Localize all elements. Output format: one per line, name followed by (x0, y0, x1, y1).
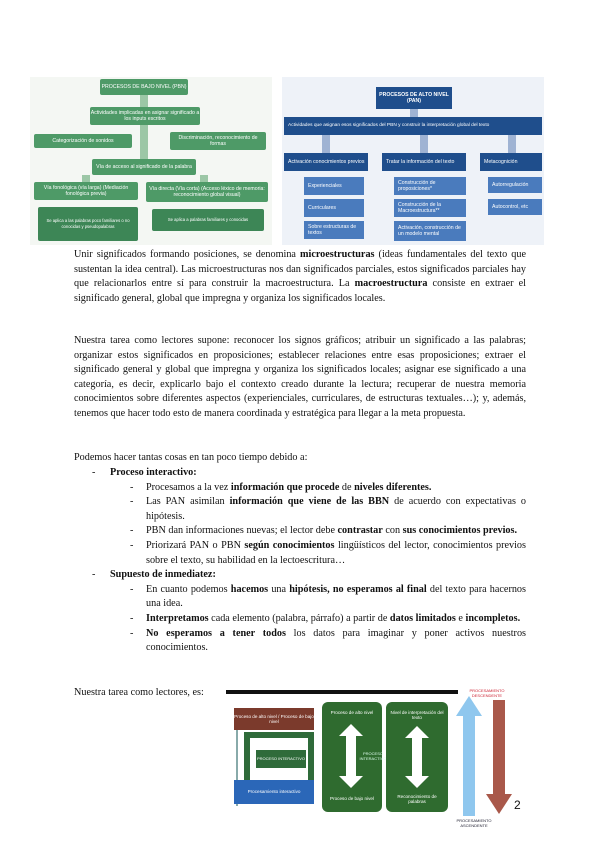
diagram-processing (226, 686, 518, 832)
list-text: Priorizará PAN o PBN (146, 539, 245, 551)
list-text: Procesamos a la vez (146, 481, 231, 493)
diagram-high-c3a: Autorregulación (488, 177, 542, 193)
paragraph-reader-task-is: Nuestra tarea como lectores, es: (74, 687, 204, 698)
diagram-top-bar (226, 690, 458, 694)
diagram-low-box5: Vía fonológica (vía larga) (Mediación fonológica previa) (34, 182, 138, 200)
diagram-high-bar: Actividades que asignan esos significados del PBN y construir la interpretación global del texto (284, 117, 542, 135)
para1-bold1: microestructuras (300, 249, 375, 260)
list-bold: sus conocimientos previos. (402, 525, 518, 537)
diagram-box-4: PROCESO INTERACTIVO (256, 750, 306, 768)
diagram-high-col2: Tratar la información del texto (382, 153, 466, 171)
diagram-up-arrow (456, 696, 482, 816)
list-text: de acuerdo con expectativas o hipótesis. (146, 496, 526, 522)
diagram-box-6: Proceso de bajo nivel (330, 796, 374, 802)
list-item (74, 466, 526, 568)
diagram-high-level (282, 77, 544, 245)
list-text: una (268, 583, 290, 595)
list-heading-immediacy: Supuesto de inmediatez: (110, 569, 216, 581)
diagram-box-5-label: PROCESO INTERACTIVO (359, 750, 387, 761)
diagram-double-arrow-2 (402, 726, 432, 788)
para1-bold2: macroestructura (354, 278, 428, 290)
diagram-box-9: Procesamiento interactivo (234, 780, 314, 804)
paragraph-reader-task: Nuestra tarea como lectores supone: reconocer los signos gráficos; atribuir un significado a las palabras; organizar estos significados en proposiciones; establecer relaciones entre esas proposiciones; extraer el significado general y global que impregna y organiza los significados locales; asignar ese significado a una categoría, es decir, explicarlo bajo el contexto creado durante la lectura; recuperar de nuestra memoria conocimientos sobre diferentes aspectos (experienciales, curriculares, de estructuras textuales…); y, además, tenemos que hacer todo esto de manera coordinada y estratégica para llegar a la meta propuesta. (74, 335, 526, 419)
list-text: del texto para hacernos una idea. (146, 583, 526, 610)
diagram-low-box4: Vía de acceso al significado de la palabra (92, 159, 196, 175)
diagram-low-box3: Discriminación, reconocimiento de formas (170, 132, 266, 150)
list-text: de (339, 481, 355, 493)
list-item (110, 583, 526, 612)
list-text: PBN dan informaciones nuevas; el lector debe (146, 525, 338, 537)
diagram-down-arrow (486, 700, 512, 814)
diagram-low-box2: Categorización de sonidos (34, 134, 132, 148)
list-text: lingüísticos del lector, conocimientos previos sobre el texto, su habilidad en la lectoescritura… (146, 539, 526, 566)
diagram-box-7: Reconocimiento de palabras (397, 793, 437, 804)
list-text: con (382, 525, 403, 537)
diagram-high-col3: Metacognición (480, 153, 542, 171)
list-item (110, 524, 526, 539)
list-item (74, 568, 526, 656)
diagram-box-2: Proceso de alto nivel (330, 710, 374, 716)
list-item (110, 539, 526, 568)
diagram-high-c1a: Experienciales (304, 177, 364, 195)
list-bold: información que viene de las BBN (229, 496, 390, 508)
diagram-low-title: PROCESOS DE BAJO NIVEL (PBN) (100, 79, 188, 95)
diagram-low-box1: Actividades implicadas en asignar significado a los inputs escritos (90, 107, 200, 125)
list-bold: información que procede (230, 481, 340, 493)
diagram-high-c2b: Construcción de la Macroestructura** (394, 199, 466, 217)
diagram-high-title: PROCESOS DE ALTO NIVEL (PAN) (376, 87, 452, 109)
list-item (110, 481, 526, 496)
list-text: e (455, 612, 466, 624)
list-bold: hipótesis, no esperamos al final (289, 583, 427, 595)
diagram-high-c2c: Activación, construcción de un modelo mental (394, 221, 466, 241)
list-item (110, 627, 526, 656)
list-bold: incompletos. (465, 612, 521, 624)
list-bold: niveles diferentes. (354, 481, 432, 493)
list-item (110, 495, 526, 524)
para1-text3: consiste en extraer el significado general, global que impregna y organiza los significados locales. (74, 278, 526, 304)
para1-text2: (ideas fundamentales del texto que sustentan la idea central). Las microestructuras nos dan significados parciales, estos significados parciales hay que relacionarlos entre sí para construir la macroestructura. La (74, 249, 526, 290)
diagram-top-label: PROCESAMIENTO DESCENDENTE (469, 687, 505, 698)
list-bold: datos limitados (389, 612, 456, 624)
list-heading-interactive: Proceso interactivo: (110, 467, 197, 478)
list-text: Las PAN asimilan (146, 496, 230, 508)
list-bold: No esperamos a tener todos (146, 627, 286, 639)
diagram-high-c2a: Construcción de proposiciones* (394, 177, 466, 195)
paragraph-intro-list: Podemos hacer tantas cosas en tan poco tiempo debido a: (74, 452, 308, 463)
diagram-low-note6: Se aplica a palabras familiares y conocidas (152, 209, 264, 231)
diagram-bottom-label: PROCESAMIENTO ASCENDENTE (456, 817, 492, 828)
list-bold: según conocimientos (244, 539, 335, 551)
para1-text1: Unir significados formando posiciones, se denomina (74, 249, 300, 260)
list-text: cada elemento (palabra, párrafo) a partir de (208, 612, 390, 624)
diagram-box-3: Nivel de interpretación del texto (390, 709, 444, 720)
reasons-list (74, 466, 526, 656)
diagram-low-box6: Vía directa (Vía corta) (Acceso léxico de memoria: reconocimiento global visual) (146, 182, 268, 202)
list-item (110, 612, 526, 627)
list-bold: contrastar (337, 525, 383, 537)
diagram-low-arrows (30, 77, 272, 245)
diagram-high-col1: Activación conocimientos previos (284, 153, 368, 171)
paragraph-microstructures (74, 248, 526, 306)
list-bold: Interpretamos (146, 612, 209, 624)
list-bold: hacemos (230, 583, 269, 595)
diagram-low-level (30, 77, 272, 245)
diagram-high-arrows (282, 77, 544, 245)
list-text: En cuanto podemos (146, 583, 231, 595)
list-text: los datos para imaginar y poner activos nuestros conocimientos. (146, 627, 527, 654)
diagram-high-c1c: Sobre estructuras de textos (304, 221, 364, 239)
diagram-high-c3b: Autocontrol, etc (488, 199, 542, 215)
diagram-low-note5: Se aplica a las palabras poco familiares o no conocidas y pseudopalabras (38, 207, 138, 241)
diagram-high-c1b: Curriculares (304, 199, 364, 217)
diagram-box-1: Proceso de alto nivel / Proceso de bajo nivel (234, 708, 314, 730)
page-number: 2 (514, 798, 521, 812)
